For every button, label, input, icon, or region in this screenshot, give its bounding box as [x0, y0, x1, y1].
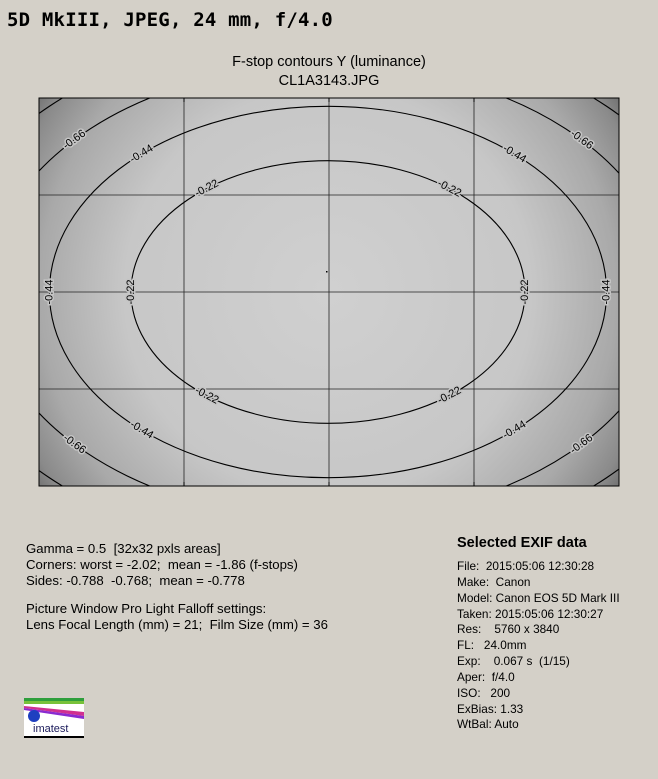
gamma-line: Gamma = 0.5 [32x32 pxls areas] [26, 541, 221, 556]
contour-label: -0.22 [125, 279, 137, 305]
exif-line: FL: 24.0mm [457, 638, 527, 653]
exif-line: File: 2015:05:06 12:30:28 [457, 559, 595, 573]
exif-line: ISO: 200 [457, 685, 511, 700]
analysis-info [26, 541, 328, 633]
chart-title: F-stop contours Y (luminance) [232, 54, 426, 70]
exif-title: Selected EXIF data [457, 535, 587, 551]
logo-text: imatest [33, 723, 69, 735]
corners-line: Corners: worst = -2.02; mean = -1.86 (f-stops) [26, 557, 298, 572]
contour-label: -0.44 [127, 142, 156, 166]
contour-label: -0.22 [519, 279, 531, 305]
contour-label: -0.44 [500, 418, 529, 442]
exif-line: Exp: 0.067 s (1/15) [457, 654, 570, 669]
contour-label: -0.22 [435, 384, 464, 407]
contour-label: -0.66 [60, 127, 89, 153]
exif-list [457, 559, 620, 733]
exif-line: ExBias: 1.33 [457, 701, 524, 716]
contour-label: -0.22 [192, 177, 221, 200]
exif-line: WtBal: Auto [457, 717, 519, 732]
contour-label: -0.22 [435, 177, 464, 200]
exif-line: Model: Canon EOS 5D Mark III [457, 590, 620, 605]
contour-label: -0.66 [567, 127, 596, 153]
exif-line: Res: 5760 x 3840 [457, 622, 560, 637]
pw-settings-line: Lens Focal Length (mm) = 21; Film Size (mm) = 36 [26, 617, 328, 632]
pw-settings-title: Picture Window Pro Light Falloff settings: [26, 601, 267, 616]
sides-line: Sides: -0.788 -0.768; mean = -0.778 [26, 573, 245, 588]
exif-line: Aper: f/4.0 [457, 669, 515, 684]
contour-label: -0.66 [567, 431, 596, 457]
contour-label: -0.44 [43, 279, 56, 305]
contour-label: -0.44 [127, 418, 156, 442]
contour-label: -0.44 [500, 142, 529, 166]
contour-label: -0.44 [600, 279, 613, 305]
exif-line: Make: Canon [457, 574, 531, 589]
contour-label: -0.66 [60, 431, 89, 457]
chart-subtitle: CL1A3143.JPG [278, 73, 380, 89]
contour-label: -0.22 [192, 384, 221, 407]
exif-line: Taken: 2015:05:06 12:30:27 [457, 606, 604, 621]
page-title: 5D MkIII, JPEG, 24 mm, f/4.0 [7, 9, 333, 31]
